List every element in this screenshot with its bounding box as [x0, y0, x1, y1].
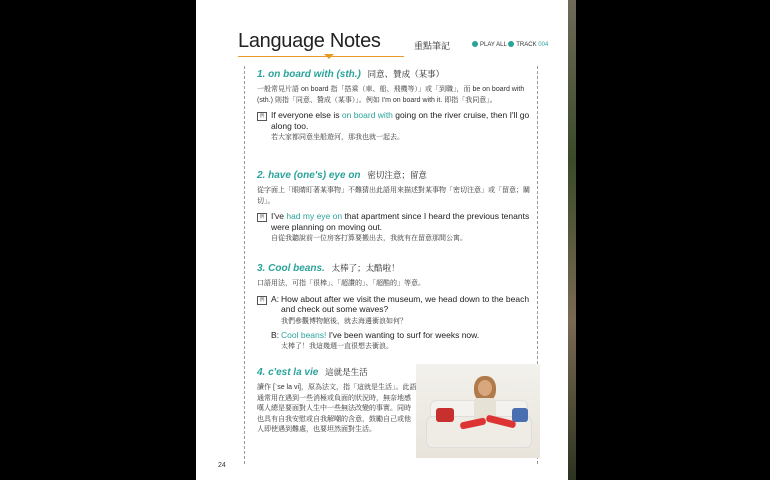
example-en: [281, 330, 533, 341]
note-term-zh: 同意、贊成（某事）: [367, 69, 445, 79]
example-text: going on the river cruise, then I'll go along too.: [271, 110, 530, 131]
note-explanation: 從字面上「眼睛盯著某事物」不難猜出此語用來描述對某事物「密切注意」或「留意；關切」。: [257, 187, 530, 205]
document-page: [196, 0, 568, 480]
page-number: 24: [218, 462, 226, 469]
header-rule-notch: [324, 54, 334, 59]
page-title-zh: 重點筆記: [414, 41, 451, 51]
note-title: [257, 68, 533, 80]
note-4: [257, 366, 417, 436]
audio-controls: [472, 41, 548, 48]
header-rule: [238, 56, 404, 57]
note-title: [257, 169, 533, 181]
note-3: [257, 262, 533, 351]
example-en: [271, 211, 533, 232]
note-1: [257, 68, 533, 142]
note-2: [257, 169, 533, 243]
play-all-icon: [472, 41, 478, 47]
dialog-line-b: [271, 330, 533, 352]
note-term: Cool beans.: [268, 263, 325, 274]
example-text: How about after we visit the museum, we head down to the beach and check out some waves?: [281, 293, 530, 314]
note-term-zh: 太棒了；太酷啦！: [331, 263, 400, 273]
note-term-zh: 密切注意；留意: [367, 170, 427, 180]
red-pillow: [436, 408, 454, 422]
example-highlight: had my eye on: [286, 211, 343, 221]
example-highlight: on board with: [341, 110, 393, 120]
page-title: Language Notes: [238, 30, 381, 52]
note-explanation: 一般常見片語 on board 指「搭乘（車、船、飛機等）」或「到職」，而 be on board with (sth.) 則指「同意、贊成（某事）」。例如 I'm on board with it. 即指「我同意」。: [257, 86, 525, 104]
note-number: 2.: [257, 170, 266, 181]
note-explanation: 讀作 [ˈse la vi]，原為法文，指「這就是生活」。此語通常用在遇到一些消極或負面的狀況時，無奈地感嘆人總是要面對人生中一些無法改變的事實。同時也具有自我安慰或自我解嘲的含意，鼓勵自己或他人即使遇到難處，也要坦然面對生活。: [257, 384, 417, 433]
face: [478, 380, 492, 396]
speaker-label: B:: [271, 329, 280, 340]
background-photo-strip: [568, 0, 576, 480]
example-zh: 我們參觀博物館後，就去海邊衝浪如何？: [281, 317, 407, 325]
play-all-button[interactable]: [472, 42, 507, 48]
note-explanation: 口語用法，可指「很棒」、「超讚的」、「超酷的」等意。: [257, 280, 425, 287]
example-en: [281, 294, 533, 315]
example-text: that apartment since I heard the previous tenants were planning on moving out.: [271, 211, 530, 232]
note-title: [257, 366, 417, 378]
example-text: I've been wanting to surf for weeks now.: [326, 329, 480, 340]
track-play-icon: [508, 41, 514, 47]
note-number: 4.: [257, 367, 266, 378]
example-zh: 太棒了！我這幾週一直很想去衝浪。: [281, 343, 393, 350]
example: [257, 211, 533, 243]
example-highlight: Cool beans!: [281, 329, 327, 340]
speaker-label: A:: [271, 293, 280, 304]
example-icon: 例: [257, 112, 267, 121]
example-en: [271, 110, 533, 131]
dialog-line-a: [271, 294, 533, 326]
note-term: c'est la vie: [268, 367, 319, 378]
note-number: 3.: [257, 263, 266, 274]
example-icon: 例: [257, 213, 267, 222]
example-zh: 若大家都同意坐船遊河，那我也就一起去。: [271, 134, 404, 141]
example-text: If everyone else is: [271, 110, 342, 120]
note-title: [257, 262, 533, 274]
woman-on-sofa-photo: [416, 364, 540, 458]
note-number: 1.: [257, 69, 266, 80]
track-label: TRACK: [516, 42, 537, 48]
example-text: I've: [271, 211, 287, 221]
track-button[interactable]: [508, 42, 548, 48]
play-all-label: PLAY ALL: [480, 42, 507, 48]
note-term: have (one's) eye on: [268, 170, 361, 181]
note-term-zh: 這就是生活: [325, 367, 368, 377]
blue-pillow: [512, 408, 528, 422]
track-number: 004: [538, 42, 549, 48]
example-icon: 例: [257, 296, 267, 305]
example: [257, 110, 533, 142]
dialog-example: [257, 294, 533, 352]
note-term: on board with (sth.): [268, 69, 361, 80]
example-zh: 自從我聽說前一位房客打算要搬出去，我就有在留意那間公寓。: [271, 235, 467, 242]
